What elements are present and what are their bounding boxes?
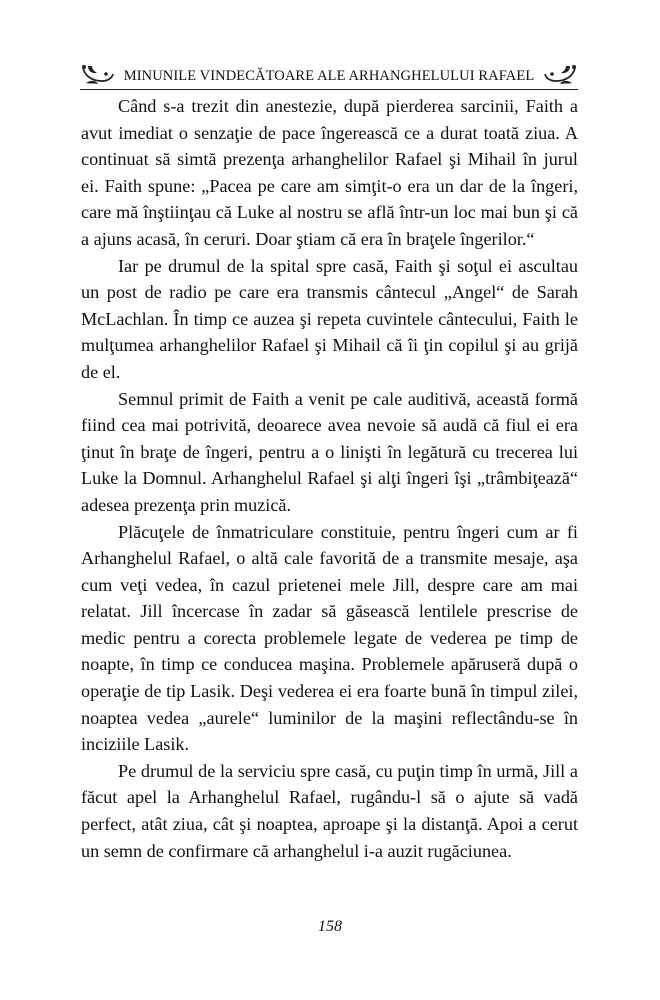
paragraph: Plăcuţele de înmatriculare constituie, pentru îngeri cum ar fi Arhanghelul Rafael, o altă cale favorită de a transmite mesaje, aşa cum veţi vedea, în cazul prietenei mele Jill, despre care am mai relatat. Jill încercase în zadar să găsească lentilele prescrise de medic pentru a corecta problemele legate de vederea pe timp de noapte, în timp ce conducea maşina. Problemele apăruseră după o operaţie de tip Lasik. Deşi vederea ei era foarte bună în timpul zilei, noaptea vedea „aurele“ luminilor de la maşini reflectându-se în inciziile Lasik.: [81, 521, 578, 755]
paragraph: Iar pe drumul de la spital spre casă, Faith şi soţul ei ascultau un post de radio pe care era transmis cântecul „Angel“ de Sarah McLachlan. În timp ce auzea şi repeta cuvintele cântecului, Faith le mulţumea arhanghelilor Rafael şi Mihail că îi ţin copilul şi au grijă de el.: [81, 255, 578, 382]
page-number: 158: [318, 918, 342, 935]
header-rule: [80, 89, 578, 90]
body-text: [81, 93, 578, 864]
ornament-left-icon: [80, 62, 116, 88]
running-header: [80, 62, 578, 90]
paragraph: Când s-a trezit din anestezie, după pierderea sarcinii, Faith a avut imediat o senzaţie de pace îngerească ce a durat toată ziua. A continuat să simtă prezenţa arhanghelilor Rafael şi Mihail în jurul ei. Faith spune: „Pacea pe care am simţit-o era un dar de la îngeri, care mă înştiinţau că Luke al nostru se află într-un loc mai bun şi că a ajuns acasă, în ceruri. Doar ştiam că era în braţele îngerilor.“: [81, 96, 578, 249]
paragraph: Semnul primit de Faith a venit pe cale auditivă, această formă fiind cea mai potrivită, deoarece avea nevoie să audă că fiul ei era ţinut în braţe de îngeri, pentru a o linişti în legătură cu trecerea lui Luke la Domnul. Arhanghelul Rafael şi alţi îngeri îşi „trâmbiţează“ adesea prezenţa prin muzică.: [81, 388, 578, 515]
paragraph: Pe drumul de la serviciu spre casă, cu puţin timp în urmă, Jill a făcut apel la Arhanghelul Rafael, rugându-l să o ajute să vadă perfect, atât ziua, cât şi noaptea, aproape şi la distanţă. Apoi a cerut un semn de confirmare că arhanghelul i-a auzit rugăciunea.: [81, 760, 578, 861]
ornament-right-icon: [542, 62, 578, 88]
running-title: MINUNILE VINDECĂTOARE ALE ARHANGHELULUI RAFAEL: [123, 68, 535, 84]
